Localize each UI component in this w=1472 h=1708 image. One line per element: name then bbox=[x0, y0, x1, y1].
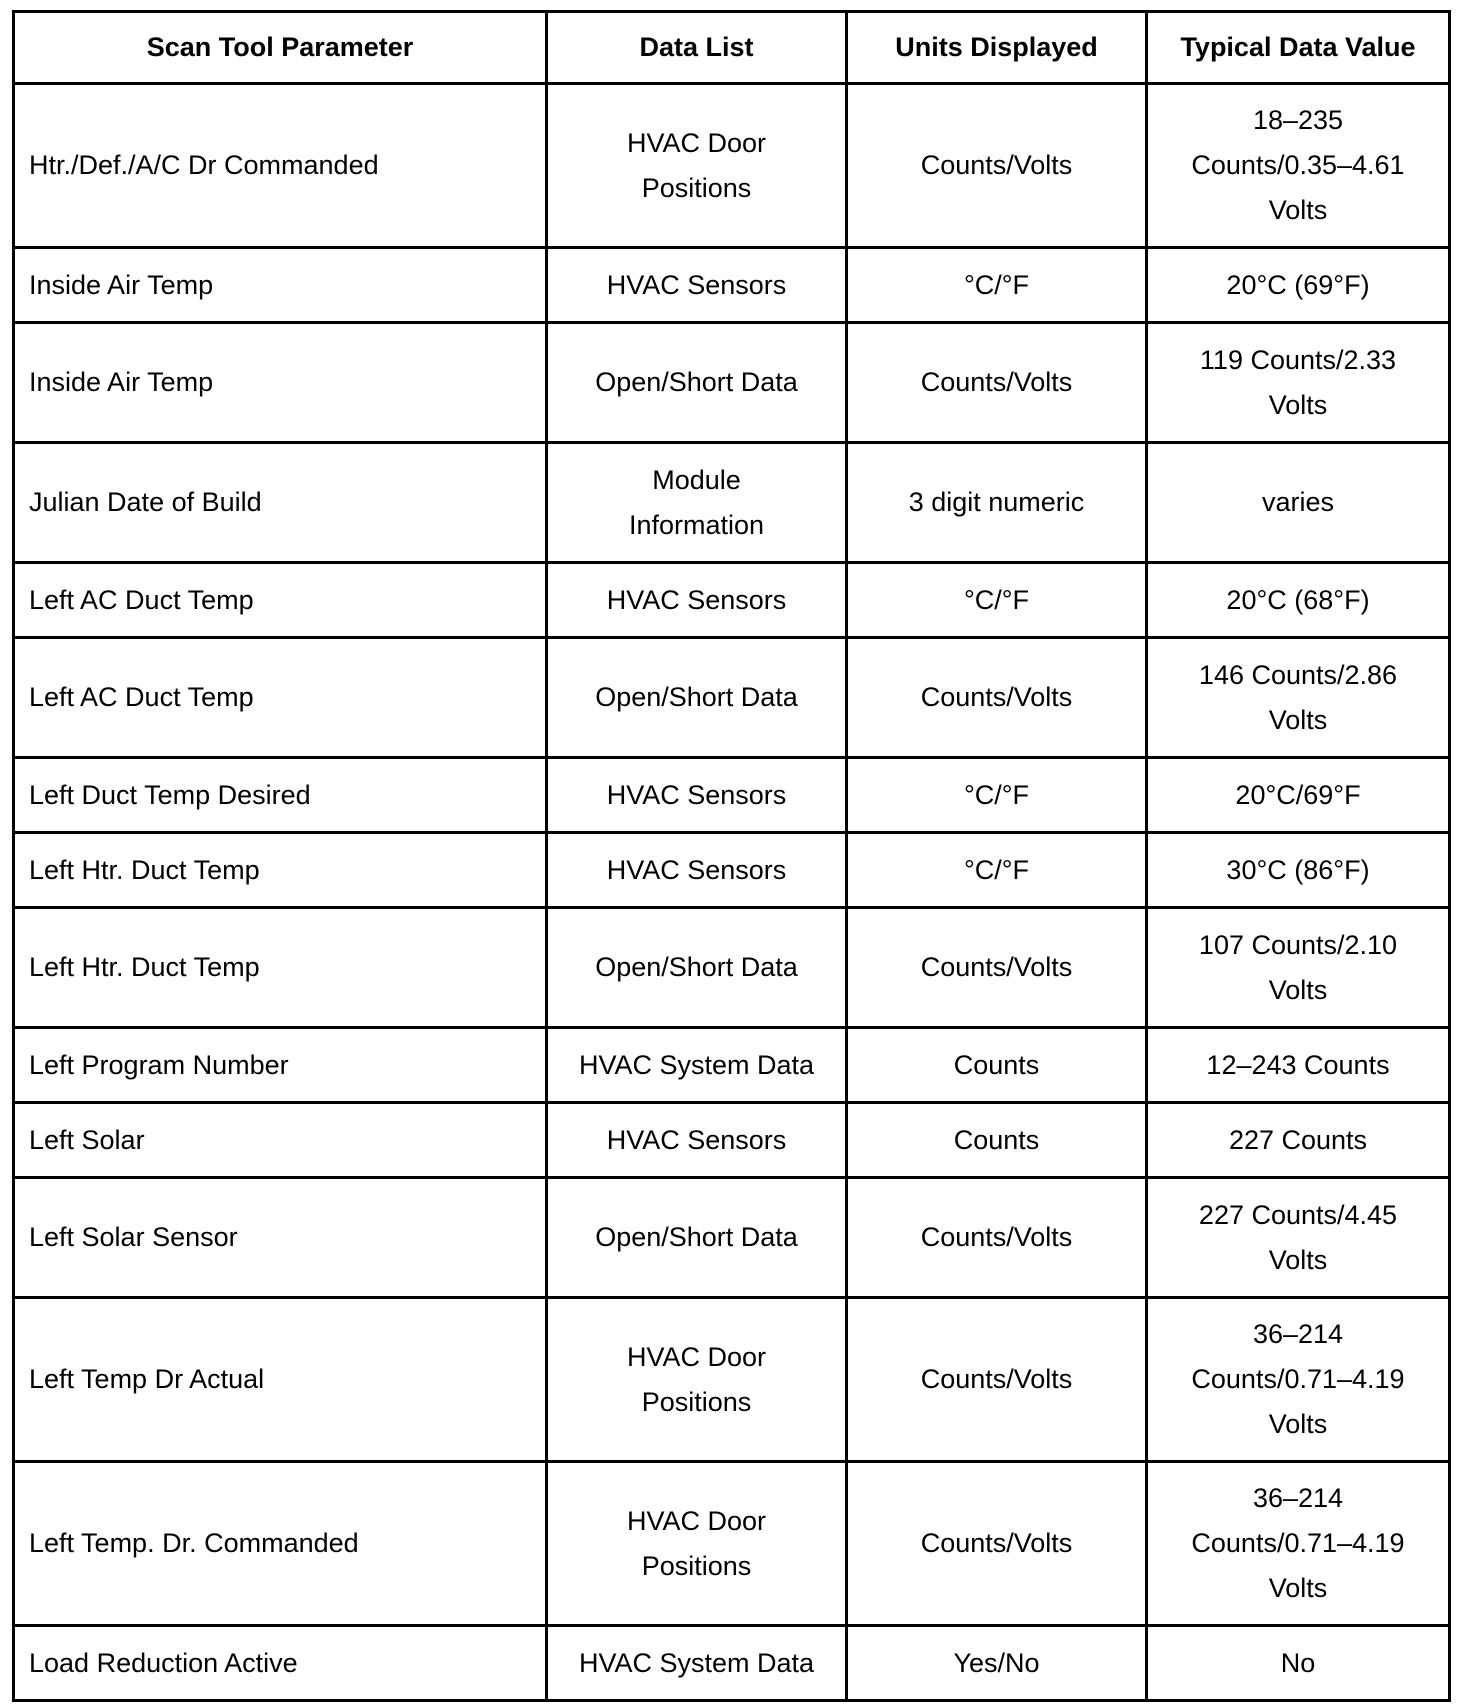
cell-units: °C/°F bbox=[847, 758, 1147, 833]
cell-units: Counts/Volts bbox=[847, 84, 1147, 248]
cell-parameter: Left AC Duct Temp bbox=[14, 638, 547, 758]
cell-data-list-text: HVAC Door Positions bbox=[626, 1505, 767, 1581]
cell-data-list bbox=[547, 443, 847, 563]
header-row bbox=[14, 12, 1450, 84]
header-typical-data-value: Typical Data Value bbox=[1147, 12, 1450, 84]
cell-data-list-text: HVAC Door Positions bbox=[626, 1341, 767, 1417]
cell-data-list: HVAC Sensors bbox=[547, 758, 847, 833]
table-row bbox=[14, 758, 1450, 833]
cell-typical-value-text: 119 Counts/2.33 Volts bbox=[1199, 344, 1397, 420]
table-body bbox=[14, 84, 1450, 1701]
table-row bbox=[14, 1103, 1450, 1178]
cell-typical-value: 30°C (86°F) bbox=[1147, 833, 1450, 908]
cell-typical-value bbox=[1147, 84, 1450, 248]
cell-typical-value-text: 18–235 Counts/0.35–4.61 Volts bbox=[1191, 105, 1405, 225]
header-scan-tool-parameter: Scan Tool Parameter bbox=[14, 12, 547, 84]
cell-parameter: Left Temp. Dr. Commanded bbox=[14, 1462, 547, 1626]
cell-typical-value bbox=[1147, 1178, 1450, 1298]
table-row bbox=[14, 563, 1450, 638]
cell-data-list-text: HVAC Door Positions bbox=[626, 127, 767, 203]
table-row bbox=[14, 833, 1450, 908]
cell-data-list bbox=[547, 84, 847, 248]
cell-units: Counts bbox=[847, 1103, 1147, 1178]
cell-typical-value-text: 107 Counts/2.10 Volts bbox=[1198, 929, 1398, 1005]
cell-data-list: Open/Short Data bbox=[547, 638, 847, 758]
cell-typical-value bbox=[1147, 638, 1450, 758]
cell-typical-value: No bbox=[1147, 1626, 1450, 1701]
cell-units: Counts/Volts bbox=[847, 323, 1147, 443]
cell-typical-value-text: 36–214 Counts/0.71–4.19 Volts bbox=[1191, 1319, 1405, 1439]
cell-data-list: HVAC Sensors bbox=[547, 833, 847, 908]
cell-units: °C/°F bbox=[847, 248, 1147, 323]
cell-parameter: Left Solar Sensor bbox=[14, 1178, 547, 1298]
cell-parameter: Left Duct Temp Desired bbox=[14, 758, 547, 833]
cell-data-list: Open/Short Data bbox=[547, 908, 847, 1028]
table-row bbox=[14, 908, 1450, 1028]
cell-data-list: HVAC System Data bbox=[547, 1626, 847, 1701]
table-row bbox=[14, 638, 1450, 758]
cell-parameter: Htr./Def./A/C Dr Commanded bbox=[14, 84, 547, 248]
cell-data-list: HVAC Sensors bbox=[547, 1103, 847, 1178]
table-row bbox=[14, 248, 1450, 323]
cell-typical-value bbox=[1147, 908, 1450, 1028]
cell-typical-value: 20°C (68°F) bbox=[1147, 563, 1450, 638]
table-header bbox=[14, 12, 1450, 84]
cell-typical-value-text: 146 Counts/2.86 Volts bbox=[1198, 659, 1398, 735]
cell-units: Yes/No bbox=[847, 1626, 1147, 1701]
cell-parameter: Left Temp Dr Actual bbox=[14, 1298, 547, 1462]
cell-parameter: Julian Date of Build bbox=[14, 443, 547, 563]
table-row bbox=[14, 1462, 1450, 1626]
cell-typical-value: 12–243 Counts bbox=[1147, 1028, 1450, 1103]
cell-data-list-text: Module Information bbox=[628, 464, 765, 540]
scan-tool-data-table bbox=[12, 10, 1451, 1702]
cell-parameter: Left AC Duct Temp bbox=[14, 563, 547, 638]
cell-units: Counts/Volts bbox=[847, 1178, 1147, 1298]
cell-parameter: Inside Air Temp bbox=[14, 248, 547, 323]
cell-typical-value: 20°C/69°F bbox=[1147, 758, 1450, 833]
cell-units: Counts/Volts bbox=[847, 638, 1147, 758]
cell-typical-value-text: 36–214 Counts/0.71–4.19 Volts bbox=[1191, 1483, 1405, 1603]
table-row bbox=[14, 323, 1450, 443]
cell-units: Counts bbox=[847, 1028, 1147, 1103]
cell-typical-value: varies bbox=[1147, 443, 1450, 563]
cell-parameter: Inside Air Temp bbox=[14, 323, 547, 443]
cell-typical-value bbox=[1147, 323, 1450, 443]
cell-units: Counts/Volts bbox=[847, 1462, 1147, 1626]
cell-typical-value bbox=[1147, 1462, 1450, 1626]
table-row bbox=[14, 1626, 1450, 1701]
cell-data-list: Open/Short Data bbox=[547, 1178, 847, 1298]
cell-parameter: Load Reduction Active bbox=[14, 1626, 547, 1701]
table-row bbox=[14, 1028, 1450, 1103]
cell-parameter: Left Program Number bbox=[14, 1028, 547, 1103]
header-units-displayed: Units Displayed bbox=[847, 12, 1147, 84]
cell-typical-value: 20°C (69°F) bbox=[1147, 248, 1450, 323]
cell-typical-value bbox=[1147, 1298, 1450, 1462]
cell-typical-value-text: 227 Counts/4.45 Volts bbox=[1198, 1199, 1398, 1275]
cell-data-list: HVAC Sensors bbox=[547, 563, 847, 638]
cell-data-list bbox=[547, 1462, 847, 1626]
cell-parameter: Left Htr. Duct Temp bbox=[14, 833, 547, 908]
cell-parameter: Left Solar bbox=[14, 1103, 547, 1178]
header-data-list: Data List bbox=[547, 12, 847, 84]
cell-data-list: HVAC Sensors bbox=[547, 248, 847, 323]
table-row bbox=[14, 443, 1450, 563]
cell-data-list: HVAC System Data bbox=[547, 1028, 847, 1103]
cell-units: Counts/Volts bbox=[847, 1298, 1147, 1462]
table-row bbox=[14, 1178, 1450, 1298]
table-row bbox=[14, 1298, 1450, 1462]
cell-data-list: Open/Short Data bbox=[547, 323, 847, 443]
cell-units: 3 digit numeric bbox=[847, 443, 1147, 563]
cell-units: Counts/Volts bbox=[847, 908, 1147, 1028]
cell-parameter: Left Htr. Duct Temp bbox=[14, 908, 547, 1028]
cell-units: °C/°F bbox=[847, 563, 1147, 638]
cell-data-list bbox=[547, 1298, 847, 1462]
cell-typical-value: 227 Counts bbox=[1147, 1103, 1450, 1178]
table-row bbox=[14, 84, 1450, 248]
cell-units: °C/°F bbox=[847, 833, 1147, 908]
